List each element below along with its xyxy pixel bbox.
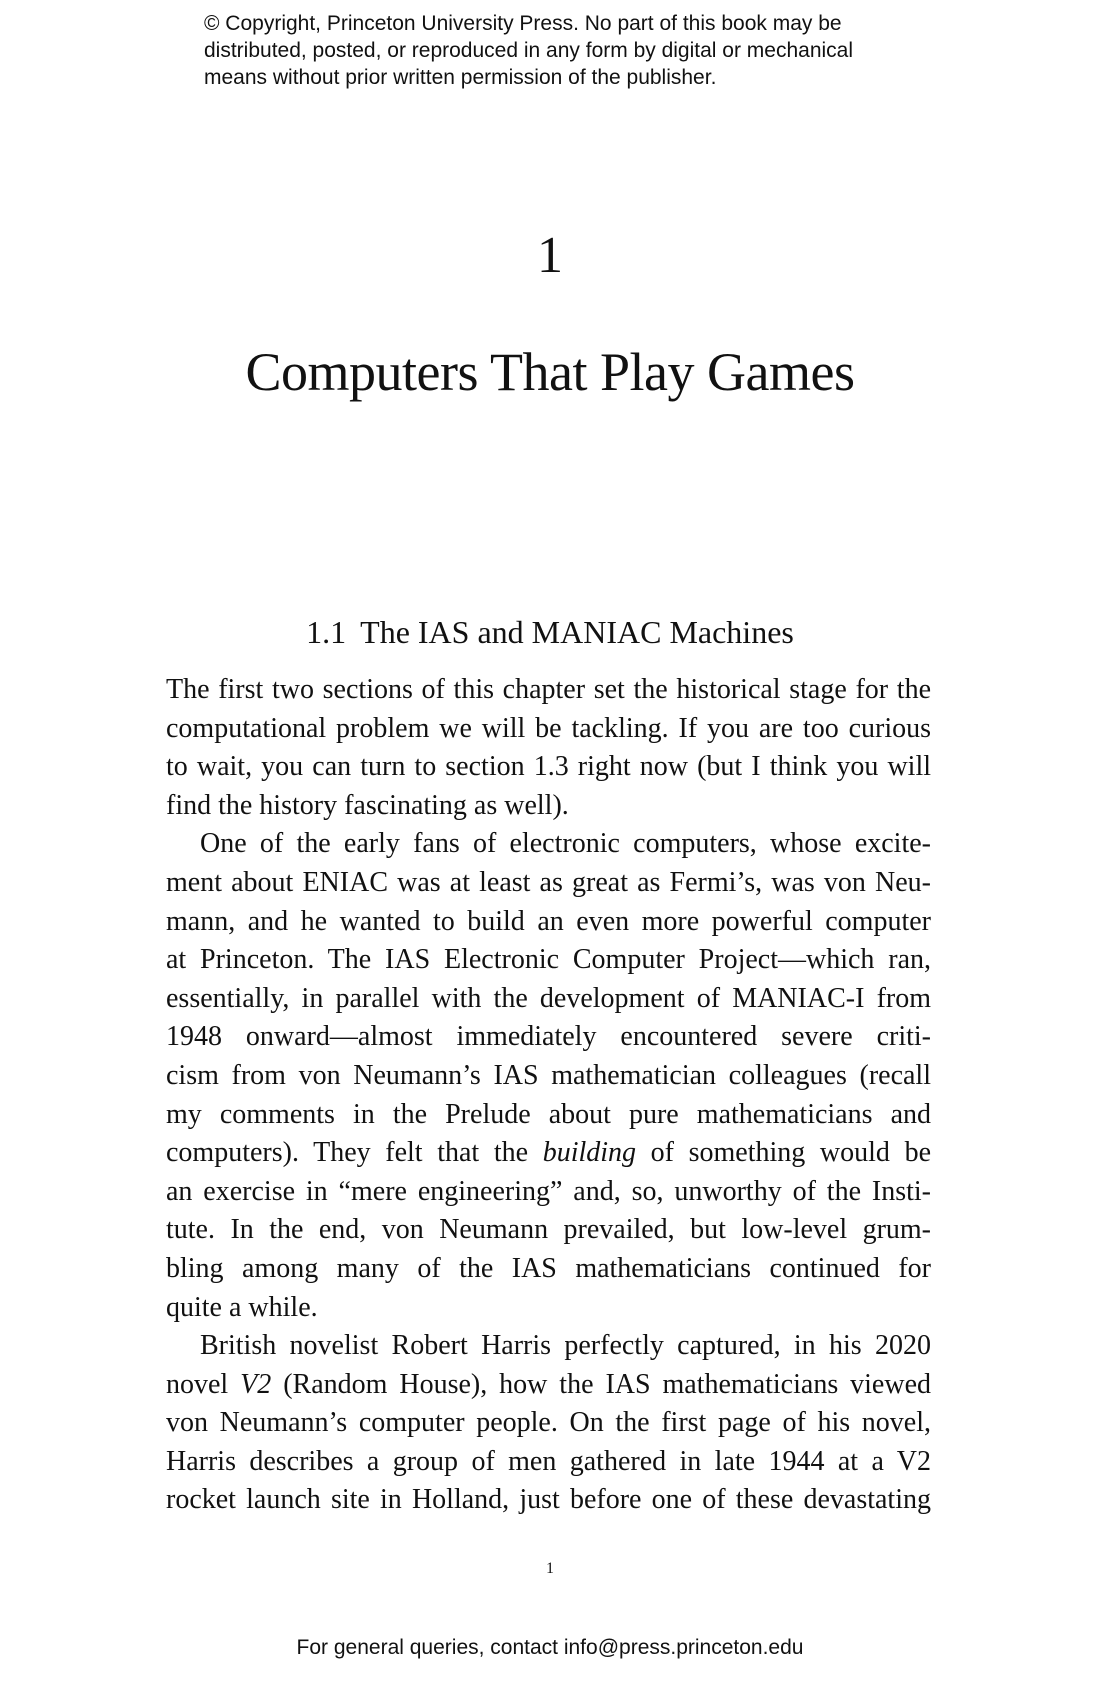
text-line: to wait, you can turn to section 1.3 right now (but I think you will bbox=[166, 751, 931, 783]
text-line: The first two sections of this chapter set the historical stage for the bbox=[166, 674, 931, 705]
page-number: 1 bbox=[546, 1560, 554, 1577]
text-line: cism from von Neumann’s IAS mathematician colleagues (recall bbox=[166, 1059, 931, 1091]
text-line: One of the early fans of electronic computers, whose excite- bbox=[200, 828, 931, 860]
text-line: Harris describes a group of men gathered in late 1944 at a V2 bbox=[166, 1445, 931, 1477]
text-line: find the history fascinating as well). bbox=[166, 789, 569, 821]
text-fragment: (Random House), how the IAS mathematicians viewed bbox=[271, 1368, 932, 1400]
text-line: quite a while. bbox=[166, 1291, 318, 1323]
text-line: computational problem we will be tackling. If you are too curious bbox=[166, 712, 931, 744]
chapter-number: 1 bbox=[537, 227, 563, 284]
section-heading bbox=[0, 612, 1100, 652]
text-line bbox=[166, 1366, 931, 1405]
copyright-line: means without prior written permission of the publisher. bbox=[204, 66, 717, 89]
body-text bbox=[166, 671, 931, 1520]
text-line: bling among many of the IAS mathematicians continued for bbox=[166, 1252, 931, 1284]
text-line: 1948 onward—almost immediately encountered severe criti- bbox=[166, 1021, 931, 1053]
emphasized-word: building bbox=[542, 1137, 637, 1169]
section-title: The IAS and MANIAC Machines bbox=[360, 614, 794, 650]
emphasized-word: V2 bbox=[240, 1368, 272, 1400]
text-line: at Princeton. The IAS Electronic Computer Project—which ran, bbox=[166, 944, 931, 976]
text-line: essentially, in parallel with the development of MANIAC-I from bbox=[166, 982, 931, 1014]
text-line: rocket launch site in Holland, just before one of these devastating bbox=[166, 1484, 931, 1516]
text-fragment: computers). They felt that the bbox=[166, 1137, 543, 1169]
text-line: ment about ENIAC was at least as great as Fermi’s, was von Neu- bbox=[166, 866, 931, 898]
text-line: an exercise in “mere engineering” and, so, unworthy of the Insti- bbox=[166, 1175, 931, 1207]
text-fragment: of something would be bbox=[636, 1137, 931, 1169]
copyright-line: distributed, posted, or reproduced in any form by digital or mechanical bbox=[204, 39, 854, 62]
text-line: mann, and he wanted to build an even more powerful computer bbox=[166, 905, 931, 937]
text-line: my comments in the Prelude about pure mathematicians and bbox=[166, 1098, 931, 1130]
text-line: tute. In the end, von Neumann prevailed, but low-level grum- bbox=[166, 1214, 931, 1246]
text-fragment: novel bbox=[166, 1368, 241, 1400]
text-line: British novelist Robert Harris perfectly captured, in his 2020 bbox=[200, 1330, 931, 1362]
text-line: von Neumann’s computer people. On the first page of his novel, bbox=[166, 1407, 931, 1439]
copyright-line: © Copyright, Princeton University Press. No part of this book may be bbox=[204, 12, 842, 35]
footer-contact: For general queries, contact info@press.princeton.edu bbox=[296, 1636, 804, 1659]
text-line bbox=[166, 1134, 931, 1173]
copyright-notice bbox=[204, 10, 924, 91]
section-number: 1.1 bbox=[306, 614, 347, 650]
chapter-title: Computers That Play Games bbox=[245, 342, 855, 402]
